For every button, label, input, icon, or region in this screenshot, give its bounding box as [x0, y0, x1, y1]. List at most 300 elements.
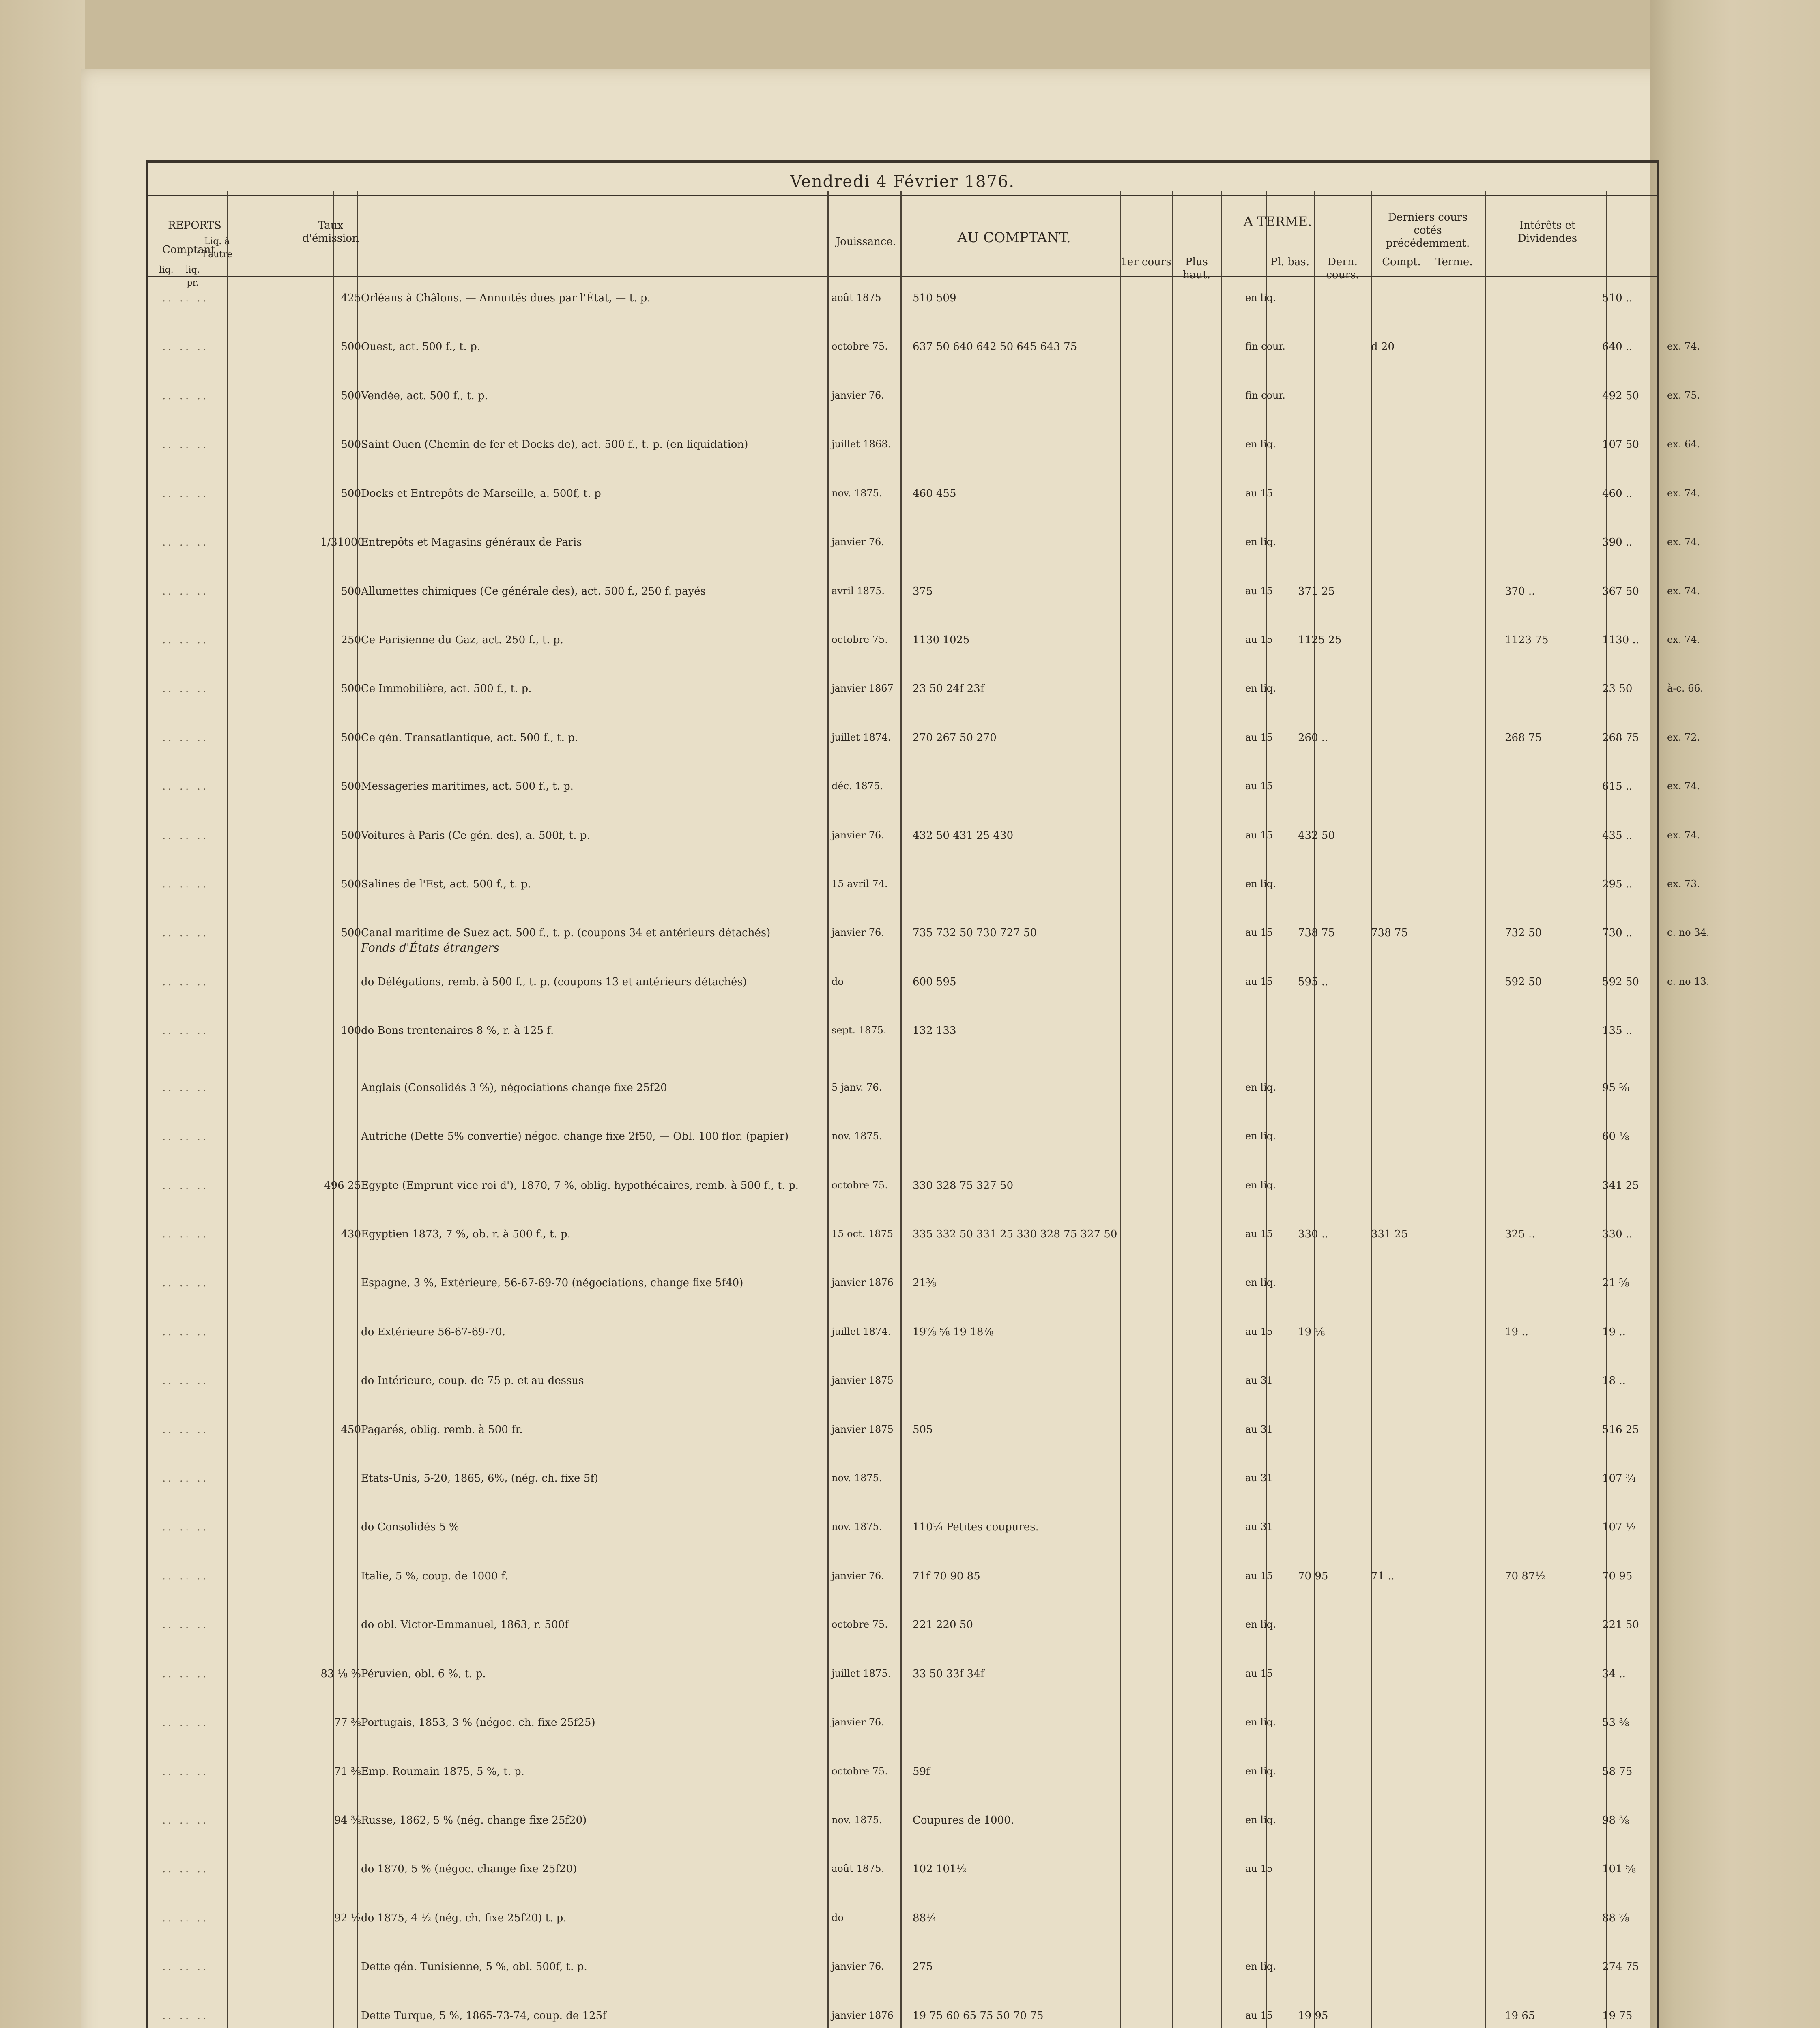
cell-jou: 5 janv. 76.: [832, 1082, 882, 1093]
cell-comp: 637 50 640 642 50 645 643 75: [913, 341, 1077, 353]
cell-compt: 95 ⅝: [1602, 1082, 1629, 1094]
cell-jou: janvier 1876: [832, 1277, 894, 1288]
table-row: [150, 1082, 1655, 1106]
cell-divi: à-c. 66.: [1667, 683, 1704, 694]
cell-jou: do: [832, 1912, 844, 1923]
cell-comp: 21⅜: [913, 1277, 937, 1289]
cell-term: en liq.: [1245, 292, 1276, 303]
table-row: [150, 1863, 1655, 1887]
cell-jou: janvier 1875: [832, 1424, 894, 1435]
report-dots: .. .. ..: [162, 1961, 209, 1973]
cell-phaut: 738 75: [1371, 927, 1408, 939]
report-dots: .. .. ..: [162, 1130, 209, 1143]
cell-prem: 330 ..: [1298, 1228, 1328, 1240]
cell-compt: 730 ..: [1602, 927, 1633, 939]
table-row: [150, 1766, 1655, 1790]
cell-compt: 107 50: [1602, 438, 1639, 451]
cell-term: au 15: [1245, 1570, 1273, 1581]
cell-taux: 92 ½: [334, 1912, 361, 1924]
col-rule: [1606, 191, 1607, 2028]
report-dots: .. .. ..: [162, 1863, 209, 1875]
col-rule: [1371, 191, 1372, 2028]
cell-jou: sept. 1875.: [832, 1025, 887, 1036]
report-dots: .. .. ..: [162, 878, 209, 890]
report-dots: .. .. ..: [162, 1570, 209, 1582]
cell-prem: 1125 25: [1298, 634, 1342, 646]
cell-divi: ex. 74.: [1667, 341, 1700, 352]
cell-dern: 1123 75: [1505, 634, 1549, 646]
cell-jou: 15 oct. 1875: [832, 1228, 894, 1240]
col-rule: [1266, 191, 1267, 2028]
cell-prem: 371 25: [1298, 585, 1335, 597]
cell-comp: 335 332 50 331 25 330 328 75 327 50: [913, 1228, 1117, 1240]
cell-compt: 592 50: [1602, 976, 1639, 988]
cell-compt: 274 75: [1602, 1961, 1639, 1973]
report-dots: .. .. ..: [162, 1082, 209, 1094]
cell-comp: 33 50 33f 34f: [913, 1668, 984, 1680]
cell-desc: do Extérieure 56-67-69-70.: [361, 1326, 505, 1338]
table-row: [150, 585, 1700, 610]
cell-divi: ex. 74.: [1667, 780, 1700, 792]
cell-compt: 492 50: [1602, 390, 1639, 402]
cell-term: au 31: [1245, 1424, 1273, 1435]
report-dots: .. .. ..: [162, 683, 209, 695]
report-dots: .. .. ..: [162, 1025, 209, 1037]
cell-compt: 107 ¾: [1602, 1472, 1636, 1484]
header-liq: liq.: [159, 265, 174, 275]
table-row: [150, 976, 1710, 1000]
cell-dern: 268 75: [1505, 732, 1542, 744]
cell-jou: octobre 75.: [832, 634, 888, 645]
cell-desc: Allumettes chimiques (Ce générale des), act. 500 f., 250 f. payés: [361, 585, 706, 597]
cell-term: au 31: [1245, 1375, 1273, 1386]
cell-comp: 23 50 24f 23f: [913, 683, 984, 695]
cell-term: au 15: [1245, 1668, 1273, 1679]
table-row: [150, 1668, 1655, 1692]
cell-comp: 460 455: [913, 488, 956, 500]
cell-term: en liq.: [1245, 878, 1276, 889]
col-rule: [357, 191, 358, 2028]
cell-jou: nov. 1875.: [832, 488, 882, 499]
cell-comp: 59f: [913, 1766, 930, 1778]
cell-jou: janvier 76.: [832, 536, 884, 548]
table-row: [150, 341, 1700, 365]
cell-prem: 738 75: [1298, 927, 1335, 939]
cell-compt: 367 50: [1602, 585, 1639, 597]
cell-term: en liq.: [1245, 1277, 1276, 1288]
cell-term: au 15: [1245, 780, 1273, 792]
cell-jou: janvier 1876: [832, 2010, 894, 2021]
cell-jou: janvier 1867: [832, 683, 894, 694]
section-fonds-etrangers: Fonds d'États étrangers: [361, 941, 499, 954]
cell-prem: 595 ..: [1298, 976, 1328, 988]
cell-desc: Egypte (Emprunt vice-roi d'), 1870, 7 %, oblig. hypothécaires, remb. à 500 f., t. p.: [361, 1179, 799, 1192]
cell-comp: 432 50 431 25 430: [913, 829, 1014, 842]
table-row: [150, 1375, 1655, 1399]
header-taux: Taux d'émission: [302, 219, 359, 245]
header-premier-cours: 1er cours: [1120, 256, 1171, 268]
cell-term: au 15: [1245, 1863, 1273, 1874]
cell-desc: do 1870, 5 % (négoc. change fixe 25f20): [361, 1863, 577, 1875]
cell-term: en liq.: [1245, 1082, 1276, 1093]
cell-compt: 34 ..: [1602, 1668, 1626, 1680]
cell-jou: juillet 1875.: [832, 1668, 891, 1679]
cell-jou: janvier 76.: [832, 1961, 884, 1972]
cell-compt: 615 ..: [1602, 780, 1633, 793]
header-a-terme: A TERME.: [1243, 214, 1312, 229]
cell-term: en liq.: [1245, 1716, 1276, 1728]
table-row: [150, 1326, 1655, 1350]
col-rule: [1120, 191, 1121, 2028]
cell-term: au 15: [1245, 976, 1273, 987]
cell-divi: ex. 74.: [1667, 536, 1700, 548]
report-dots: .. .. ..: [162, 2010, 209, 2022]
cell-taux: 500: [341, 878, 361, 890]
header-liq-autre: Liq. à l'autre: [203, 236, 232, 260]
col-rule: [227, 191, 228, 2028]
header-derniers-cotes: Derniers cours cotés précédemment.: [1386, 211, 1470, 249]
cell-comp: 19⅞ ⅝ 19 18⅞: [913, 1326, 994, 1338]
cell-desc: do Consolidés 5 %: [361, 1521, 459, 1533]
cell-taux: 425: [341, 292, 361, 304]
header-interets: Intérêts et Dividendes: [1517, 219, 1577, 245]
cell-compt: 341 25: [1602, 1179, 1639, 1192]
report-dots: .. .. ..: [162, 1277, 209, 1289]
cell-desc: Docks et Entrepôts de Marseille, a. 500f, t. p: [361, 488, 601, 500]
table-row: [150, 1228, 1655, 1252]
cell-term: au 15: [1245, 585, 1273, 597]
cell-jou: juillet 1868.: [832, 438, 891, 450]
report-dots: .. .. ..: [162, 829, 209, 842]
table-row: [150, 1179, 1655, 1204]
col-rule: [827, 191, 829, 2028]
cell-term: au 15: [1245, 488, 1273, 499]
cell-prem: 19 95: [1298, 2010, 1328, 2022]
col-rule: [1172, 191, 1173, 2028]
cell-jou: 15 avril 74.: [832, 878, 888, 889]
cell-taux: 71 ⅜: [334, 1766, 361, 1778]
cell-jou: déc. 1875.: [832, 780, 883, 792]
cell-compt: 98 ⅜: [1602, 1814, 1629, 1826]
cell-divi: ex. 74.: [1667, 488, 1700, 499]
cell-jou: nov. 1875.: [832, 1814, 882, 1826]
table-row: [150, 292, 1655, 316]
cell-desc: Italie, 5 %, coup. de 1000 f.: [361, 1570, 508, 1582]
header-rule-top: [146, 195, 1659, 196]
next-page-edge: [1650, 0, 1820, 2028]
cell-compt: 101 ⅝: [1602, 1863, 1636, 1875]
cell-desc: do Intérieure, coup. de 75 p. et au-dessus: [361, 1375, 584, 1387]
cell-phaut: d 20: [1371, 341, 1395, 353]
cell-comp: 221 220 50: [913, 1619, 973, 1631]
cell-divi: ex. 74.: [1667, 829, 1700, 841]
cell-compt: 107 ½: [1602, 1521, 1636, 1533]
cell-taux: 1/31000: [320, 536, 365, 548]
cell-desc: Autriche (Dette 5% convertie) négoc. change fixe 2f50, — Obl. 100 flor. (papier): [361, 1130, 789, 1143]
cell-desc: Egyptien 1873, 7 %, ob. r. à 500 f., t. p.: [361, 1228, 571, 1240]
cell-compt: 60 ⅛: [1602, 1130, 1629, 1143]
table-row: [150, 390, 1700, 414]
col-rule: [333, 191, 334, 2028]
cell-compt: 18 ..: [1602, 1375, 1626, 1387]
table-row: [150, 927, 1710, 951]
report-dots: .. .. ..: [162, 1766, 209, 1778]
cell-divi: ex. 73.: [1667, 878, 1700, 889]
cell-divi: c. no 13.: [1667, 976, 1710, 987]
cell-compt: 460 ..: [1602, 488, 1633, 500]
cell-jou: octobre 75.: [832, 341, 888, 352]
report-dots: .. .. ..: [162, 1375, 209, 1387]
table-row: [150, 1472, 1655, 1497]
cell-phaut: 71 ..: [1371, 1570, 1395, 1582]
cell-desc: Anglais (Consolidés 3 %), négociations change fixe 25f20: [361, 1082, 667, 1094]
cell-taux: 500: [341, 488, 361, 500]
cell-comp: 102 101½: [913, 1863, 967, 1875]
cell-desc: Espagne, 3 %, Extérieure, 56-67-69-70 (négociations, change fixe 5f40): [361, 1277, 743, 1289]
cell-taux: 500: [341, 829, 361, 842]
header-terme: Terme.: [1435, 256, 1473, 268]
report-dots: .. .. ..: [162, 488, 209, 500]
col-rule: [1314, 191, 1315, 2028]
report-dots: .. .. ..: [162, 1521, 209, 1533]
cell-compt: 640 ..: [1602, 341, 1633, 353]
cell-divi: ex. 74.: [1667, 634, 1700, 645]
cell-comp: 275: [913, 1961, 933, 1973]
cell-desc: Péruvien, obl. 6 %, t. p.: [361, 1668, 486, 1680]
table-row: [150, 829, 1700, 854]
report-dots: .. .. ..: [162, 1668, 209, 1680]
report-dots: .. .. ..: [162, 1472, 209, 1484]
cell-dern: 325 ..: [1505, 1228, 1535, 1240]
cell-compt: 88 ⅞: [1602, 1912, 1629, 1924]
cell-comp: 510 509: [913, 292, 956, 304]
table-row: [150, 634, 1700, 658]
report-dots: .. .. ..: [162, 927, 209, 939]
report-dots: .. .. ..: [162, 1716, 209, 1729]
report-dots: .. .. ..: [162, 1814, 209, 1826]
cell-comp: 735 732 50 730 727 50: [913, 927, 1037, 939]
cell-taux: 500: [341, 438, 361, 451]
cell-dern: 70 87½: [1505, 1570, 1545, 1582]
cell-jou: octobre 75.: [832, 1179, 888, 1191]
cell-jou: janvier 76.: [832, 1716, 884, 1728]
table-row: [150, 732, 1700, 756]
table-row: [150, 1716, 1655, 1741]
page-title: Vendredi 4 Février 1876.: [790, 172, 1015, 191]
cell-desc: Entrepôts et Magasins généraux de Paris: [361, 536, 582, 548]
cell-term: au 15: [1245, 1228, 1273, 1240]
report-dots: .. .. ..: [162, 780, 209, 793]
cell-term: en liq.: [1245, 1130, 1276, 1142]
cell-desc: Russe, 1862, 5 % (nég. change fixe 25f20): [361, 1814, 587, 1826]
table-row: [150, 1130, 1655, 1155]
cell-desc: do obl. Victor-Emmanuel, 1863, r. 500f: [361, 1619, 569, 1631]
cell-term: en liq.: [1245, 1766, 1276, 1777]
cell-divi: c. no 34.: [1667, 927, 1710, 938]
cell-term: en liq.: [1245, 536, 1276, 548]
cell-compt: 135 ..: [1602, 1025, 1633, 1037]
cell-term: au 31: [1245, 1521, 1273, 1532]
cell-jou: nov. 1875.: [832, 1472, 882, 1484]
cell-compt: 390 ..: [1602, 536, 1633, 548]
cell-desc: Dette Turque, 5 %, 1865-73-74, coup. de 125f: [361, 2010, 606, 2022]
table-row: [150, 1570, 1655, 1594]
cell-comp: 71f 70 90 85: [913, 1570, 980, 1582]
report-dots: .. .. ..: [162, 732, 209, 744]
cell-desc: do Bons trentenaires 8 %, r. à 125 f.: [361, 1025, 554, 1037]
cell-taux: 500: [341, 585, 361, 597]
cell-jou: janvier 76.: [832, 1570, 884, 1581]
header-au-comptant: AU COMPTANT.: [957, 230, 1071, 246]
cell-taux: 83 ⅛ %: [320, 1668, 361, 1680]
report-dots: .. .. ..: [162, 1179, 209, 1192]
report-dots: .. .. ..: [162, 1912, 209, 1924]
cell-taux: 500: [341, 780, 361, 793]
header-dernier-cours: Dern. cours.: [1326, 256, 1359, 281]
header-comptant: Comptant: [162, 244, 215, 256]
cell-compt: 53 ⅜: [1602, 1716, 1629, 1729]
cell-comp: 110¼ Petites coupures.: [913, 1521, 1039, 1533]
cell-comp: 600 595: [913, 976, 956, 988]
cell-desc: Ce gén. Transatlantique, act. 500 f., t. p.: [361, 732, 578, 744]
cell-desc: do 1875, 4 ½ (nég. ch. fixe 25f20) t. p.: [361, 1912, 567, 1924]
table-row: [150, 1277, 1655, 1301]
cell-term: fin cour.: [1245, 390, 1285, 401]
header-liq-pr: liq. pr.: [185, 265, 200, 288]
header-reports: REPORTS: [168, 219, 221, 232]
table-row: [150, 536, 1700, 561]
table-row: [150, 780, 1700, 805]
report-dots: .. .. ..: [162, 438, 209, 451]
table-row: [150, 1521, 1655, 1545]
cell-desc: Orléans à Châlons. — Annuités dues par l'État, — t. p.: [361, 292, 651, 304]
table-row: [150, 1814, 1655, 1839]
cell-term: au 15: [1245, 1326, 1273, 1337]
report-dots: .. .. ..: [162, 292, 209, 304]
table-row: [150, 488, 1700, 512]
cell-compt: 516 25: [1602, 1424, 1639, 1436]
cell-dern: 592 50: [1505, 976, 1542, 988]
cell-compt: 295 ..: [1602, 878, 1633, 890]
cell-divi: ex. 64.: [1667, 438, 1700, 450]
cell-compt: 1130 ..: [1602, 634, 1639, 646]
cell-desc: Emp. Roumain 1875, 5 %, t. p.: [361, 1766, 524, 1778]
cell-jou: août 1875: [832, 292, 881, 303]
cell-compt: 268 75: [1602, 732, 1639, 744]
cell-dern: 19 ..: [1505, 1326, 1528, 1338]
cell-prem: 70 95: [1298, 1570, 1328, 1582]
cell-comp: 132 133: [913, 1025, 956, 1037]
cell-taux: 450: [341, 1424, 361, 1436]
table-row: [150, 1424, 1655, 1448]
table-row: [150, 1961, 1655, 1985]
cell-term: en liq.: [1245, 1814, 1276, 1826]
cell-taux: 100: [341, 1025, 361, 1037]
report-dots: .. .. ..: [162, 976, 209, 988]
table-row: [150, 683, 1704, 707]
cell-term: en liq.: [1245, 438, 1276, 450]
cell-comp: 375: [913, 585, 933, 597]
cell-taux: 430: [341, 1228, 361, 1240]
cell-desc: Voitures à Paris (Ce gén. des), a. 500f, t. p.: [361, 829, 590, 842]
cell-jou: janvier 76.: [832, 390, 884, 401]
report-dots: .. .. ..: [162, 634, 209, 646]
report-dots: .. .. ..: [162, 1619, 209, 1631]
cell-desc: Ce Immobilière, act. 500 f., t. p.: [361, 683, 532, 695]
cell-term: au 15: [1245, 634, 1273, 645]
cell-desc: Etats-Unis, 5-20, 1865, 6%, (nég. ch. fixe 5f): [361, 1472, 599, 1484]
table-row: [150, 1912, 1655, 1936]
report-dots: .. .. ..: [162, 1228, 209, 1240]
cell-prem: 19 ⅛: [1298, 1326, 1325, 1338]
cell-divi: ex. 75.: [1667, 390, 1700, 401]
report-dots: .. .. ..: [162, 390, 209, 402]
cell-dern: 370 ..: [1505, 585, 1535, 597]
cell-term: en liq.: [1245, 1961, 1276, 1972]
cell-compt: 19 75: [1602, 2010, 1633, 2022]
table-row: [150, 878, 1700, 902]
cell-taux: 500: [341, 341, 361, 353]
cell-desc: Saint-Ouen (Chemin de fer et Docks de), act. 500 f., t. p. (en liquidation): [361, 438, 748, 451]
cell-divi: ex. 72.: [1667, 732, 1700, 743]
cell-comp: 330 328 75 327 50: [913, 1179, 1014, 1192]
cell-taux: 500: [341, 683, 361, 695]
cell-jou: janvier 1875: [832, 1375, 894, 1386]
cell-desc: Ce Parisienne du Gaz, act. 250 f., t. p.: [361, 634, 563, 646]
cell-desc: Dette gén. Tunisienne, 5 %, obl. 500f, t. p.: [361, 1961, 587, 1973]
cell-compt: 435 ..: [1602, 829, 1633, 842]
cell-compt: 330 ..: [1602, 1228, 1633, 1240]
table-row: [150, 438, 1700, 463]
table-row: [150, 1619, 1655, 1643]
cell-comp: 505: [913, 1424, 933, 1436]
report-dots: .. .. ..: [162, 585, 209, 597]
cell-term: fin cour.: [1245, 341, 1285, 352]
cell-jou: nov. 1875.: [832, 1521, 882, 1532]
cell-compt: 510 ..: [1602, 292, 1633, 304]
cell-term: en liq.: [1245, 683, 1276, 694]
cell-jou: nov. 1875.: [832, 1130, 882, 1142]
cell-compt: 21 ⅝: [1602, 1277, 1629, 1289]
cell-compt: 221 50: [1602, 1619, 1639, 1631]
cell-taux: 500: [341, 732, 361, 744]
cell-taux: 250: [341, 634, 361, 646]
cell-jou: avril 1875.: [832, 585, 885, 597]
cell-comp: 88¼: [913, 1912, 937, 1924]
cell-term: au 15: [1245, 927, 1273, 938]
cell-divi: ex. 74.: [1667, 585, 1700, 597]
header-compt: Compt.: [1382, 256, 1421, 268]
report-dots: .. .. ..: [162, 1326, 209, 1338]
cell-jou: janvier 76.: [832, 927, 884, 938]
cell-desc: Ouest, act. 500 f., t. p.: [361, 341, 481, 353]
cell-term: en liq.: [1245, 1619, 1276, 1630]
cell-desc: Messageries maritimes, act. 500 f., t. p.: [361, 780, 574, 793]
cell-desc: Vendée, act. 500 f., t. p.: [361, 390, 488, 402]
cell-desc: Canal maritime de Suez act. 500 f., t. p. (coupons 34 et antérieurs détachés): [361, 927, 771, 939]
cell-prem: 260 ..: [1298, 732, 1328, 744]
cell-compt: 23 50: [1602, 683, 1633, 695]
cell-dern: 732 50: [1505, 927, 1542, 939]
col-rule: [1221, 191, 1222, 2028]
table-row: [150, 1025, 1655, 1049]
cell-comp: 270 267 50 270: [913, 732, 997, 744]
cell-comp: Coupures de 1000.: [913, 1814, 1014, 1826]
report-dots: .. .. ..: [162, 1424, 209, 1436]
cell-jou: octobre 75.: [832, 1619, 888, 1630]
page-gutter-left: [0, 0, 85, 2028]
cell-desc: Portugais, 1853, 3 % (négoc. ch. fixe 25f25): [361, 1716, 595, 1729]
